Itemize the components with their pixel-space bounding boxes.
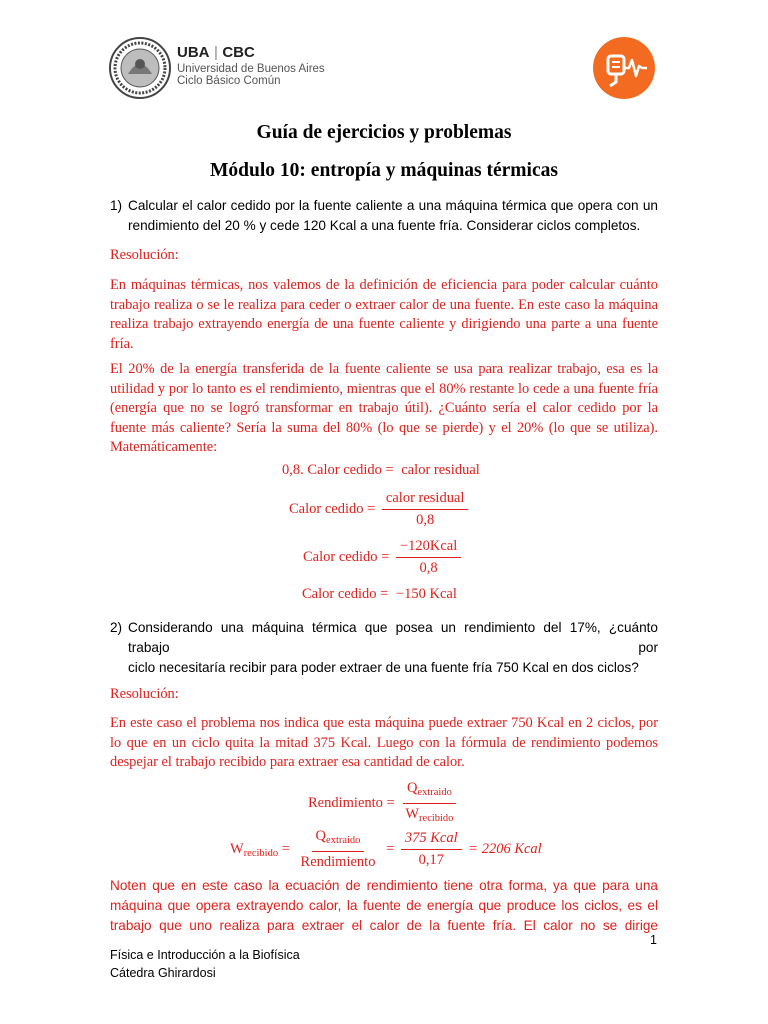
equation-2-lhs: Calor cedido =: [289, 500, 376, 517]
equation-4-lhs: Calor cedido =: [302, 586, 389, 602]
equation-2-numerator: calor residual: [382, 490, 469, 510]
equation-5: [308, 780, 460, 827]
page-title: Guía de ejercicios y problemas: [256, 122, 512, 143]
equation-3-lhs: Calor cedido =: [303, 548, 390, 565]
equation-5-denominator: $W_{recibido}$: [405, 806, 454, 824]
equation-1-rhs: calor residual: [401, 462, 480, 478]
resolution-1-label: Resolución:: [110, 247, 179, 263]
question-2-line-2: ciclo necesitaría recibir para poder extraer de una fuente fría 750 Kcal en dos ciclos?: [128, 660, 639, 675]
equation-6-fraction-2: [401, 830, 462, 869]
cbc-logo-text: CBC: [222, 44, 255, 61]
equation-5-numerator: $Q_{extraido}$: [403, 780, 456, 804]
question-1-number: 1): [110, 198, 123, 213]
equation-6-fraction-1-denominator: Rendimiento: [300, 854, 376, 870]
equation-5-lhs: Rendimiento =: [308, 794, 395, 811]
equation-3-numerator: −120Kcal: [396, 538, 461, 558]
footer: [110, 946, 300, 982]
equation-6-result: = 2206 Kcal: [468, 840, 542, 857]
question-1-text: [128, 196, 658, 236]
equation-1-lhs: 0,8. Calor cedido =: [282, 462, 394, 478]
question-1-line-1: Calcular el calor cedido por la fuente caliente a una máquina térmica que opera con un: [128, 198, 658, 213]
resolution-2-paragraph-1: En este caso el problema nos indica que esta máquina puede extraer 750 Kcal en 2 ciclos, por lo que en un ciclo quita la mitad 375 Kcal. Luego con la fórmula de rendimiento podemos despejar el trabajo recibido para extraer esa cantidad de calor.: [110, 715, 658, 771]
equation-6-fraction-2-denominator: 0,17: [418, 852, 444, 868]
resolution-2-label: Resolución:: [110, 686, 179, 702]
equation-2: [289, 490, 471, 529]
resolution-1-paragraph-1: En máquinas térmicas, nos valemos de la definición de eficiencia para poder calcular cuánto trabajo realiza o se le realiza para ceder o extraer calor de una fuente. En este caso la máquina realiza trabajo extrayendo energía de una fuente caliente y dirigiendo una parte a una fuente fría.: [110, 277, 658, 352]
equation-6-fraction-1: [297, 828, 380, 871]
equation-6: $W_{recibido}$ = $\frac{Q_{extraido}}{\text{Rendimiento}}$ = $\frac{\text{375 Kcal}}{0,17}$ = 2206 Kcal: [230, 828, 542, 870]
resolution-2-paragraph-2: Noten que en este caso la ecuación de rendimiento tiene otra forma, ya que para una máquina que opera extrayendo calor, la fuente de energía que produce los ciclos, es el trabajo que uno realiza para extraer el calor de la fuente fría. El calor no se dirige: [110, 878, 658, 933]
university-seal-icon: [108, 36, 172, 100]
equation-6-fraction-1-numerator: $Q_{extraido}$: [312, 828, 365, 852]
footer-chair: Cátedra Ghirardosi: [110, 966, 216, 980]
equation-6-fraction-2-numerator: 375 Kcal: [401, 830, 462, 850]
equation-6-work: $W_{recibido}$: [230, 840, 279, 859]
uba-cbc-logo: UBA | CBC Universidad de Buenos Aires Ciclo Básico Común: [177, 44, 325, 87]
equation-3-fraction: [396, 538, 461, 577]
footer-course: Física e Introducción a la Biofísica: [110, 948, 300, 962]
question-2-text: [128, 618, 658, 678]
page-number: 1: [650, 933, 657, 947]
equation-4: [302, 586, 457, 603]
question-2-line-1: Considerando una máquina térmica que posea un rendimiento del 17%, ¿cuánto trabajo por: [128, 620, 658, 655]
question-2-number: 2): [110, 620, 123, 635]
equation-2-denominator: 0,8: [416, 512, 435, 528]
equation-4-rhs: −150 Kcal: [395, 586, 457, 602]
module-title: Módulo 10: entropía y máquinas térmicas: [210, 160, 558, 181]
uba-logo-text: UBA: [177, 44, 210, 61]
equation-1: [282, 462, 480, 479]
equation-2-fraction: [382, 490, 469, 529]
equation-5-fraction: [401, 780, 457, 827]
question-1-line-2: rendimiento del 20 % y cede 120 Kcal a una fuente fría. Considerar ciclos completos.: [128, 218, 641, 233]
resolution-1-paragraph-2: El 20% de la energía transferida de la fuente caliente se usa para realizar trabajo, esa es la utilidad y por lo tanto es el rendimiento, mientras que el 80% restante lo cede a una fuente fría (energía que no se logró transformar en trabajo útil). ¿Cuánto sería el calor cedido por la fuente más caliente? Sería la suma del 80% (lo que se pierde) y el 20% (lo que se utiliza). Matemáticamente:: [110, 361, 658, 456]
cycle-name: Ciclo Básico Común: [177, 75, 281, 87]
equation-3-denominator: 0,8: [419, 560, 438, 576]
orange-heartbeat-logo-icon: [592, 36, 656, 100]
equation-3: [303, 538, 464, 577]
university-name: Universidad de Buenos Aires: [177, 63, 325, 75]
header: [0, 30, 768, 100]
